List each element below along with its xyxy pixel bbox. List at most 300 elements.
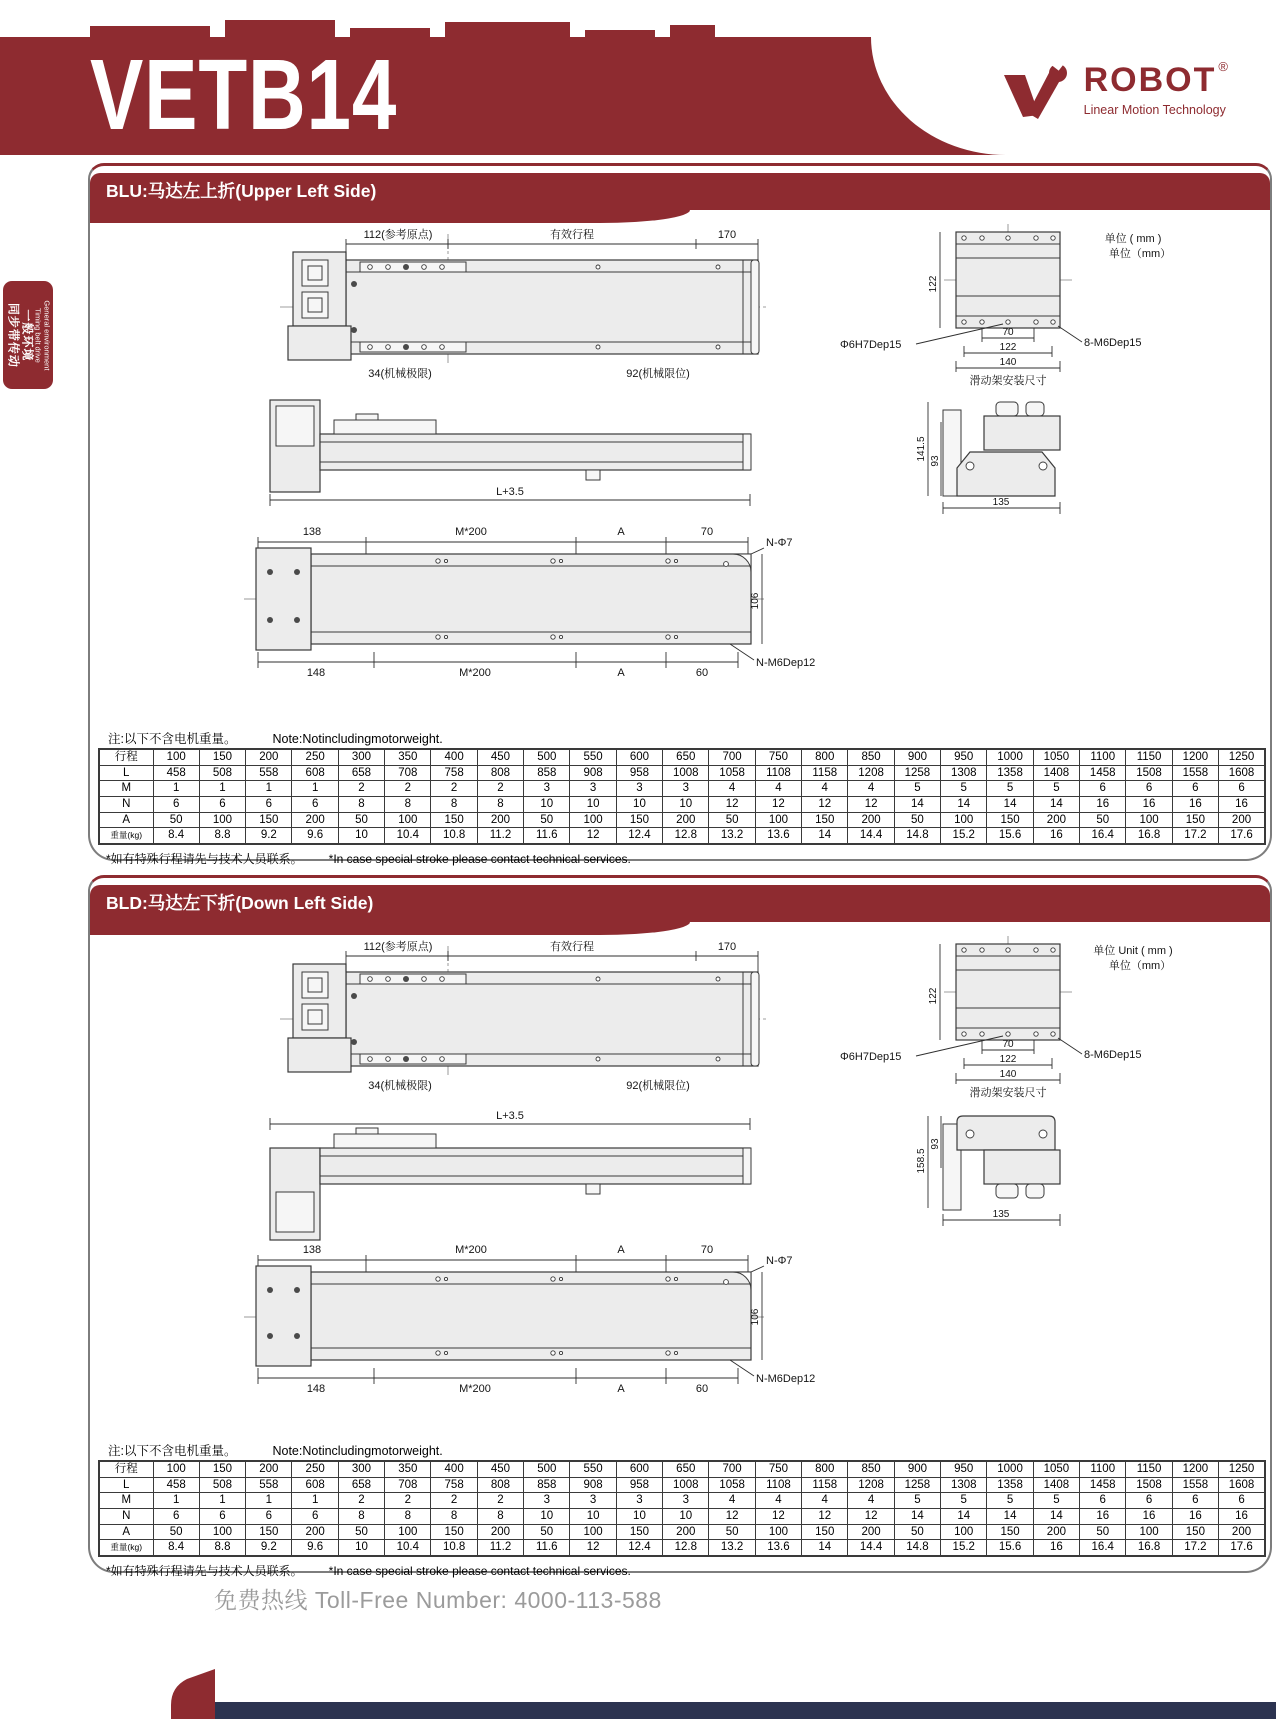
cell: 150 xyxy=(616,812,662,828)
label-n-phi7: N-Φ7 xyxy=(766,537,793,549)
cell: 16 xyxy=(1033,1540,1079,1556)
dim-effective-stroke: 有效行程 xyxy=(550,229,594,241)
cell: 2 xyxy=(477,781,523,797)
dim-ref-origin: 112(参考原点) xyxy=(363,941,433,953)
cell: 3 xyxy=(616,1493,662,1509)
cell: 708 xyxy=(385,765,431,781)
cell: 17.2 xyxy=(1172,828,1218,844)
blu-plan-view xyxy=(280,227,766,380)
dim-170: 170 xyxy=(717,941,737,953)
cell: 300 xyxy=(338,749,384,765)
cell: 11.6 xyxy=(524,828,570,844)
dim-106: 106 xyxy=(750,1308,761,1326)
row-label: 行程 xyxy=(99,749,153,765)
cell: 17.2 xyxy=(1172,1540,1218,1556)
dim-m200-bot: M*200 xyxy=(459,1383,491,1395)
cell: 500 xyxy=(524,1461,570,1477)
cell: 300 xyxy=(338,1461,384,1477)
cell: 14 xyxy=(941,1508,987,1524)
row-label: N xyxy=(99,1508,153,1524)
cell: 14 xyxy=(894,796,940,812)
footnote-en: *In case special stroke please contact technical services. xyxy=(328,1564,631,1578)
note-cn: 注:以下不含电机重量。 xyxy=(108,1444,237,1458)
cell: 14.4 xyxy=(848,1540,894,1556)
cell: 400 xyxy=(431,749,477,765)
row-label: M xyxy=(99,1493,153,1509)
cell: 1008 xyxy=(663,1477,709,1493)
bld-bottom-view xyxy=(244,1244,815,1395)
cell: 11.6 xyxy=(524,1540,570,1556)
cell: 50 xyxy=(524,812,570,828)
blu-bottom-view xyxy=(244,526,815,679)
cell: 1 xyxy=(199,781,245,797)
cell: 2 xyxy=(338,1493,384,1509)
cell: 1058 xyxy=(709,765,755,781)
cell: 16 xyxy=(1172,796,1218,812)
cell: 1200 xyxy=(1172,749,1218,765)
cell: 10 xyxy=(663,796,709,812)
cell: 5 xyxy=(1033,781,1079,797)
cell: 558 xyxy=(246,765,292,781)
cell: 2 xyxy=(477,1493,523,1509)
side-tab-text xyxy=(6,300,51,370)
registered-mark: ® xyxy=(1218,59,1228,74)
table-row xyxy=(99,765,1265,781)
row-label: 重量(kg) xyxy=(99,1540,153,1556)
dim-effective-stroke: 有效行程 xyxy=(550,941,594,953)
cell: 14 xyxy=(987,1508,1033,1524)
cell: 1258 xyxy=(894,1477,940,1493)
cell: 50 xyxy=(338,1524,384,1540)
cell: 13.6 xyxy=(755,1540,801,1556)
cell: 4 xyxy=(755,781,801,797)
cell: 758 xyxy=(431,765,477,781)
cell: 1108 xyxy=(755,765,801,781)
cell: 8 xyxy=(477,1508,523,1524)
plate-caption: 滑动架安装尺寸 xyxy=(969,1087,1047,1099)
cell: 200 xyxy=(848,1524,894,1540)
dim-plate-122v: 122 xyxy=(928,987,939,1005)
dim-end-total-h: 141.5 xyxy=(916,436,927,462)
header-band xyxy=(0,37,1276,155)
cell: 150 xyxy=(802,812,848,828)
cell: 15.6 xyxy=(987,828,1033,844)
cell: 100 xyxy=(755,812,801,828)
units-line2: 单位（mm） xyxy=(1108,248,1172,260)
cell: 12 xyxy=(570,828,616,844)
cell: 6 xyxy=(153,796,199,812)
cell: 550 xyxy=(570,749,616,765)
cell: 758 xyxy=(431,1477,477,1493)
cell: 4 xyxy=(848,781,894,797)
toll-free-hotline: 免费热线 Toll-Free Number: 4000-113-588 xyxy=(214,1587,662,1613)
cell: 16 xyxy=(1126,796,1172,812)
cell: 1608 xyxy=(1219,1477,1265,1493)
cell: 12.8 xyxy=(663,828,709,844)
label-n-m6: N-M6Dep12 xyxy=(756,1373,816,1385)
cell: 8.8 xyxy=(199,1540,245,1556)
cell: 150 xyxy=(199,1461,245,1477)
cell: 1608 xyxy=(1219,765,1265,781)
cell: 5 xyxy=(1033,1493,1079,1509)
cell: 200 xyxy=(246,1461,292,1477)
brand-logo-icon xyxy=(998,63,1074,127)
cell: 950 xyxy=(941,1461,987,1477)
cell: 16 xyxy=(1126,1508,1172,1524)
dim-end-total-h: 158.5 xyxy=(916,1148,927,1174)
cell: 6 xyxy=(1219,1493,1265,1509)
cell: 908 xyxy=(570,1477,616,1493)
dim-mech-limit-34: 34(机械极限) xyxy=(368,1080,432,1092)
cell: 200 xyxy=(1219,1524,1265,1540)
cell: 50 xyxy=(894,1524,940,1540)
dim-70: 70 xyxy=(700,526,714,538)
cell: 150 xyxy=(246,812,292,828)
footnote-cn: *如有特殊行程请先与技术人员联系。 xyxy=(106,1564,303,1578)
units-line1: 单位 Unit ( mm ) xyxy=(1093,945,1173,957)
units-line2: 单位（mm） xyxy=(1108,960,1172,972)
cell: 858 xyxy=(524,1477,570,1493)
spec-table xyxy=(98,1460,1266,1557)
cell: 400 xyxy=(431,1461,477,1477)
cell: 5 xyxy=(941,781,987,797)
cell: 17.6 xyxy=(1219,828,1265,844)
cell: 200 xyxy=(246,749,292,765)
row-label: 重量(kg) xyxy=(99,828,153,844)
bld-mount-plate-view xyxy=(840,936,1173,1099)
cell: 11.2 xyxy=(477,828,523,844)
cell: 1308 xyxy=(941,765,987,781)
cell: 5 xyxy=(987,1493,1033,1509)
section-blu xyxy=(88,163,1272,866)
cell: 14.8 xyxy=(894,828,940,844)
side-tab-category xyxy=(3,281,53,389)
cell: 1150 xyxy=(1126,1461,1172,1477)
cell: 10 xyxy=(338,828,384,844)
cell: 8 xyxy=(385,1508,431,1524)
cell: 16.4 xyxy=(1080,828,1126,844)
cell: 6 xyxy=(292,1508,338,1524)
cell: 500 xyxy=(524,749,570,765)
cell: 550 xyxy=(570,1461,616,1477)
cell: 600 xyxy=(616,749,662,765)
dim-end-body-h: 93 xyxy=(930,455,941,467)
cell: 958 xyxy=(616,765,662,781)
cell: 10.4 xyxy=(385,1540,431,1556)
cell: 1200 xyxy=(1172,1461,1218,1477)
cell: 8.4 xyxy=(153,828,199,844)
cell: 100 xyxy=(1126,812,1172,828)
cell: 150 xyxy=(616,1524,662,1540)
cell: 5 xyxy=(941,1493,987,1509)
cell: 650 xyxy=(663,749,709,765)
cell: 1 xyxy=(153,781,199,797)
dim-148: 148 xyxy=(306,1383,326,1395)
cell: 1250 xyxy=(1219,749,1265,765)
cell: 6 xyxy=(1126,1493,1172,1509)
cell: 6 xyxy=(199,796,245,812)
cell: 808 xyxy=(477,765,523,781)
cell: 10.8 xyxy=(431,828,477,844)
cell: 958 xyxy=(616,1477,662,1493)
cell: 4 xyxy=(709,781,755,797)
logo-panel xyxy=(871,37,1276,155)
cell: 12 xyxy=(802,1508,848,1524)
cell: 6 xyxy=(246,796,292,812)
cell: 6 xyxy=(153,1508,199,1524)
cell: 4 xyxy=(802,1493,848,1509)
cell: 1308 xyxy=(941,1477,987,1493)
cell: 558 xyxy=(246,1477,292,1493)
cell: 4 xyxy=(709,1493,755,1509)
footnote-cn: *如有特殊行程请先与技术人员联系。 xyxy=(106,852,303,866)
cell: 4 xyxy=(848,1493,894,1509)
dim-end-body-h: 93 xyxy=(930,1138,941,1150)
dim-plate-140: 140 xyxy=(999,357,1017,368)
dim-a-top: A xyxy=(617,526,625,538)
cell: 50 xyxy=(1080,1524,1126,1540)
cell: 2 xyxy=(385,781,431,797)
dim-plate-122h: 122 xyxy=(999,1054,1017,1065)
cell: 100 xyxy=(385,812,431,828)
bld-plan-view xyxy=(280,939,766,1092)
cell: 12 xyxy=(848,1508,894,1524)
plate-caption: 滑动架安装尺寸 xyxy=(969,375,1047,387)
table-row xyxy=(99,812,1265,828)
dim-mech-limit-92: 92(机械限位) xyxy=(626,1080,690,1092)
cell: 700 xyxy=(709,749,755,765)
cell: 3 xyxy=(570,1493,616,1509)
cell: 1 xyxy=(246,1493,292,1509)
cell: 950 xyxy=(941,749,987,765)
cell: 3 xyxy=(570,781,616,797)
cell: 458 xyxy=(153,1477,199,1493)
cell: 10 xyxy=(570,796,616,812)
cell: 10 xyxy=(616,1508,662,1524)
cell: 1158 xyxy=(802,1477,848,1493)
cell: 1100 xyxy=(1080,1461,1126,1477)
cell: 14 xyxy=(987,796,1033,812)
dim-total-length: L+3.5 xyxy=(496,1110,524,1122)
cell: 50 xyxy=(709,1524,755,1540)
dim-70: 70 xyxy=(700,1244,714,1256)
cell: 508 xyxy=(199,765,245,781)
row-label: A xyxy=(99,812,153,828)
cell: 6 xyxy=(292,796,338,812)
cell: 8 xyxy=(338,796,384,812)
cell: 700 xyxy=(709,1461,755,1477)
bld-note xyxy=(108,1441,443,1459)
cell: 50 xyxy=(153,1524,199,1540)
cell: 1258 xyxy=(894,765,940,781)
note-en: Note:Notincludingmotorweight. xyxy=(272,732,443,746)
dim-m200-top: M*200 xyxy=(455,526,487,538)
cell: 12 xyxy=(755,1508,801,1524)
cell: 450 xyxy=(477,749,523,765)
brand-tagline: Linear Motion Technology xyxy=(1083,103,1226,117)
cell: 458 xyxy=(153,765,199,781)
cell: 8.4 xyxy=(153,1540,199,1556)
cell: 200 xyxy=(292,1524,338,1540)
cell: 10 xyxy=(663,1508,709,1524)
cell: 608 xyxy=(292,1477,338,1493)
dim-m200-top: M*200 xyxy=(455,1244,487,1256)
cell: 150 xyxy=(246,1524,292,1540)
cell: 800 xyxy=(802,1461,848,1477)
blu-mount-plate-view xyxy=(840,224,1171,387)
cell: 1 xyxy=(153,1493,199,1509)
cell: 100 xyxy=(153,1461,199,1477)
cell: 50 xyxy=(1080,812,1126,828)
cell: 12 xyxy=(848,796,894,812)
cell: 8 xyxy=(431,1508,477,1524)
cell: 858 xyxy=(524,765,570,781)
cell: 1100 xyxy=(1080,749,1126,765)
cell: 50 xyxy=(894,812,940,828)
cell: 6 xyxy=(1080,781,1126,797)
dim-mech-limit-34: 34(机械极限) xyxy=(368,368,432,380)
cell: 1358 xyxy=(987,765,1033,781)
cell: 1508 xyxy=(1126,765,1172,781)
cell: 200 xyxy=(292,812,338,828)
cell: 1158 xyxy=(802,765,848,781)
cell: 14.4 xyxy=(848,828,894,844)
table-row xyxy=(99,1524,1265,1540)
dim-end-width: 135 xyxy=(992,497,1010,508)
label-thread-spec: 8-M6Dep15 xyxy=(1084,1049,1142,1061)
dim-138: 138 xyxy=(302,1244,322,1256)
cell: 1050 xyxy=(1033,749,1079,765)
label-hole-spec: Φ6H7Dep15 xyxy=(840,1051,902,1063)
cell: 14 xyxy=(941,796,987,812)
cell: 5 xyxy=(987,781,1033,797)
cell: 6 xyxy=(1219,781,1265,797)
cell: 3 xyxy=(616,781,662,797)
cell: 750 xyxy=(755,1461,801,1477)
cell: 16 xyxy=(1080,1508,1126,1524)
footnote-en: *In case special stroke please contact technical services. xyxy=(328,852,631,866)
cell: 14.8 xyxy=(894,1540,940,1556)
dim-60: 60 xyxy=(695,1383,709,1395)
dim-a-top: A xyxy=(617,1244,625,1256)
cell: 12 xyxy=(570,1540,616,1556)
cell: 150 xyxy=(987,1524,1033,1540)
cell: 150 xyxy=(802,1524,848,1540)
bottom-corner-ribbon xyxy=(167,1669,215,1719)
cell: 1 xyxy=(199,1493,245,1509)
cell: 6 xyxy=(246,1508,292,1524)
cell: 15.2 xyxy=(941,1540,987,1556)
table-row xyxy=(99,1540,1265,1556)
bld-side-view xyxy=(270,1110,751,1240)
note-cn: 注:以下不含电机重量。 xyxy=(108,732,237,746)
cell: 8 xyxy=(385,796,431,812)
table-row xyxy=(99,1461,1265,1477)
cell: 6 xyxy=(199,1508,245,1524)
cell: 3 xyxy=(524,1493,570,1509)
cell: 14 xyxy=(1033,1508,1079,1524)
cell: 1558 xyxy=(1172,1477,1218,1493)
page-title: VETB14 xyxy=(90,39,398,151)
cell: 16 xyxy=(1219,796,1265,812)
cell: 708 xyxy=(385,1477,431,1493)
cell: 1108 xyxy=(755,1477,801,1493)
cell: 250 xyxy=(292,749,338,765)
table-row xyxy=(99,828,1265,844)
cell: 13.6 xyxy=(755,828,801,844)
cell: 350 xyxy=(385,749,431,765)
section-blu-header xyxy=(90,173,1270,210)
cell: 200 xyxy=(477,812,523,828)
table-row xyxy=(99,796,1265,812)
cell: 9.6 xyxy=(292,828,338,844)
cell: 50 xyxy=(153,812,199,828)
cell: 250 xyxy=(292,1461,338,1477)
cell: 100 xyxy=(941,812,987,828)
dim-138: 138 xyxy=(302,526,322,538)
cell: 15.6 xyxy=(987,1540,1033,1556)
cell: 1000 xyxy=(987,749,1033,765)
cell: 16 xyxy=(1080,796,1126,812)
cell: 1250 xyxy=(1219,1461,1265,1477)
cell: 10 xyxy=(338,1540,384,1556)
cell: 608 xyxy=(292,765,338,781)
cell: 10.4 xyxy=(385,828,431,844)
brand-logo xyxy=(998,59,1228,127)
blu-end-view xyxy=(916,402,1060,514)
cell: 16 xyxy=(1172,1508,1218,1524)
row-label: L xyxy=(99,1477,153,1493)
cell: 3 xyxy=(663,1493,709,1509)
cell: 1150 xyxy=(1126,749,1172,765)
section-bld-header xyxy=(90,885,1270,922)
dim-end-width: 135 xyxy=(992,1209,1010,1220)
cell: 16.8 xyxy=(1126,1540,1172,1556)
cell: 12 xyxy=(802,796,848,812)
cell: 200 xyxy=(663,1524,709,1540)
cell: 1050 xyxy=(1033,1461,1079,1477)
units-line1: 单位 ( mm ) xyxy=(1104,233,1162,245)
cell: 13.2 xyxy=(709,1540,755,1556)
bld-footnote xyxy=(106,1562,631,1579)
cell: 200 xyxy=(1033,1524,1079,1540)
cell: 12 xyxy=(755,796,801,812)
cell: 450 xyxy=(477,1461,523,1477)
cell: 100 xyxy=(755,1524,801,1540)
table-row xyxy=(99,781,1265,797)
cell: 8 xyxy=(477,796,523,812)
dim-plate-70: 70 xyxy=(1002,327,1014,338)
cell: 14 xyxy=(1033,796,1079,812)
cell: 12 xyxy=(709,796,755,812)
side-tab-en1: Timing belt drive xyxy=(33,307,43,363)
cell: 850 xyxy=(848,749,894,765)
cell: 150 xyxy=(987,812,1033,828)
cell: 50 xyxy=(524,1524,570,1540)
blu-note xyxy=(108,729,443,747)
table-row xyxy=(99,749,1265,765)
blu-footnote xyxy=(106,850,631,867)
cell: 1458 xyxy=(1080,1477,1126,1493)
cell: 12.8 xyxy=(663,1540,709,1556)
cell: 650 xyxy=(663,1461,709,1477)
cell: 10 xyxy=(570,1508,616,1524)
blu-technical-drawing xyxy=(98,224,1266,684)
cell: 16 xyxy=(1219,1508,1265,1524)
cell: 150 xyxy=(199,749,245,765)
cell: 3 xyxy=(663,781,709,797)
cell: 1208 xyxy=(848,1477,894,1493)
